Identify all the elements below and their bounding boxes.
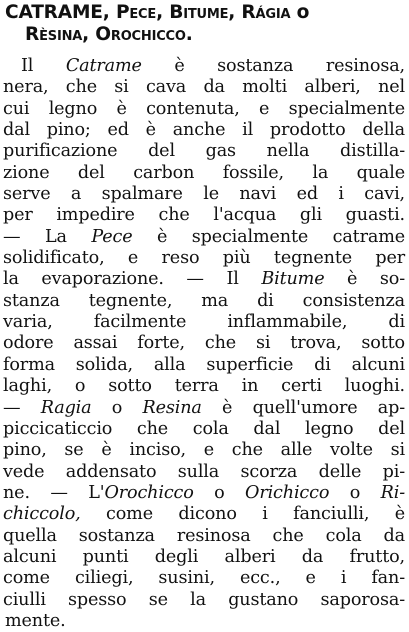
heading-separator: , [156,2,170,23]
body-line: varia, facilmente inflammabile, di [3,312,405,333]
body-line: stanza tegnente, ma di consistenza [3,290,405,311]
body-line: ciulli spesso se la gustano saporosa- [3,589,405,610]
body-line [3,504,405,525]
text-run: o [193,482,246,503]
body-line: laghi, o sotto terra in certi luoghi. [3,376,405,397]
text-run: Il [21,56,66,76]
body-line: dal pino; ed è anche il prodotto della [3,120,405,141]
body-line: vede addensato sulla scorza delle pi- [3,461,405,482]
headword-catrame: CATRAME, [5,2,116,23]
heading-period: . [185,24,193,45]
entry-heading [3,2,405,46]
body-line: zione del carbon fossile, la quale [3,162,405,183]
text-run: o [91,397,143,418]
text-run: la evaporazione. — Il [3,269,262,290]
headword-bitume: Bitume [169,2,229,23]
headword-ragia: Rágia [241,2,291,23]
body-line: cui legno è contenuta, e specialmente [3,98,405,119]
heading-conjunction: o [290,2,310,23]
text-run: o [329,482,381,503]
term-orichicco: Orichicco [245,482,330,503]
body-line: serve a spalmare le navi ed i cavi, [3,184,405,205]
body-line: per impedire che l'acqua gli guasti. [3,205,405,226]
term-pece: Pece [91,226,133,247]
heading-line-1 [5,2,405,24]
body-line: nera, che si cava da molti alberi, nel [3,77,405,98]
term-richiccolo: chiccolo, [3,504,81,525]
body-line [3,483,405,504]
text-run: ne. — L' [3,482,105,503]
body-line [3,227,405,248]
body-line: purificazione del gas nella distilla- [3,141,405,162]
heading-line-2 [5,24,405,46]
body-line [3,398,405,419]
body-line: solidificato, e reso più tegnente per [3,248,405,269]
body-line: pino, se è inciso, e che alle volte si [3,440,405,461]
term-resina: Resina [142,397,202,418]
body-line [3,56,405,77]
body-line-last: mente. [5,610,66,631]
headword-resina: Rèsina [25,24,83,45]
headword-pece: Pece [115,2,157,23]
headword-orochicco: Orochicco [95,24,186,45]
text-run: è sostanza resinosa, [141,56,405,76]
body-line: quella sostanza resinosa che cola da [3,525,405,546]
heading-separator: , [82,24,96,45]
term-bitume: Bitume [261,269,325,290]
text-run: — La [3,226,92,247]
heading-separator: , [228,2,242,23]
body-line [3,269,405,290]
text-run: — [3,397,41,418]
term-orochicco: Orochicco [104,482,194,503]
text-run: come dicono i fanciulli, è [80,504,405,525]
term-richiccolo: Ri- [380,482,406,503]
text-run: è so- [324,269,405,290]
dictionary-entry [3,2,405,632]
body-line: odore assai forte, che si trova, sotto [3,333,405,354]
body-line: come ciliegi, susini, ecc., e i fan- [3,568,405,589]
text-run: è specialmente catrame [132,226,405,247]
term-ragia: Ragia [40,397,92,418]
body-line: forma solida, alla superficie di alcuni [3,354,405,375]
text-run: è quell'umore ap- [201,397,406,418]
body-line: piccicaticcio che cola dal legno del [3,418,405,439]
body-line: alcuni punti degli alberi da frutto, [3,546,405,567]
term-catrame: Catrame [65,56,142,76]
entry-body [3,56,405,632]
